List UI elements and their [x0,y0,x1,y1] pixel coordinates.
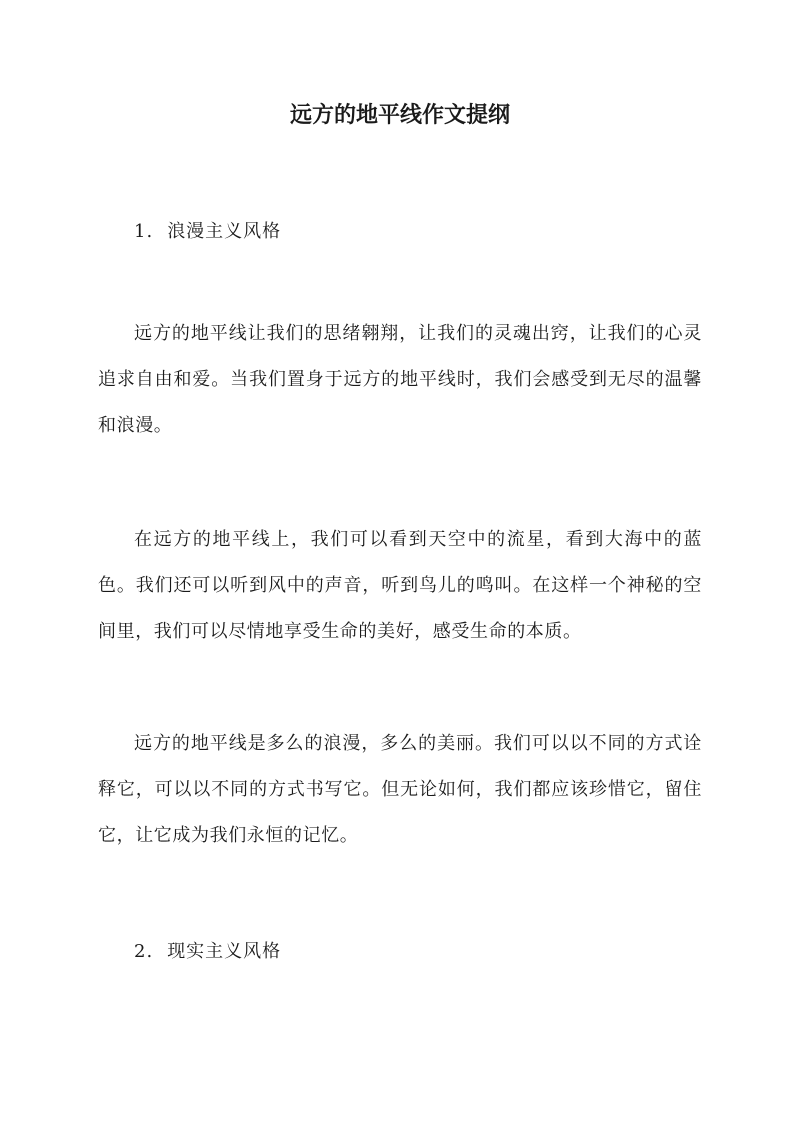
paragraph-2: 在远方的地平线上，我们可以看到天空中的流星，看到大海中的蓝色。我们还可以听到风中的声音，听到鸟儿的鸣叫。在这样一个神秘的空间里，我们可以尽情地享受生命的美好，感受生命的本质。 [98,529,702,642]
document-title: 远方的地平线作文提纲 [289,102,510,128]
paragraph-1: 远方的地平线让我们的思绪翱翔，让我们的灵魂出窍，让我们的心灵追求自由和爱。当我们置身于远方的地平线时，我们会感受到无尽的温馨和浪漫。 [98,323,702,436]
section-heading-2 [134,937,281,963]
section-heading-text: 浪漫主义风格 [167,221,282,242]
section-number: 2. [134,941,154,962]
section-number: 1. [134,221,154,242]
section-heading-1 [134,217,281,243]
section-heading-text: 现实主义风格 [167,941,282,962]
paragraph-3: 远方的地平线是多么的浪漫，多么的美丽。我们可以以不同的方式诠释它，可以以不同的方式书写它。但无论如何，我们都应该珍惜它，留住它，让它成为我们永恒的记忆。 [98,733,702,846]
